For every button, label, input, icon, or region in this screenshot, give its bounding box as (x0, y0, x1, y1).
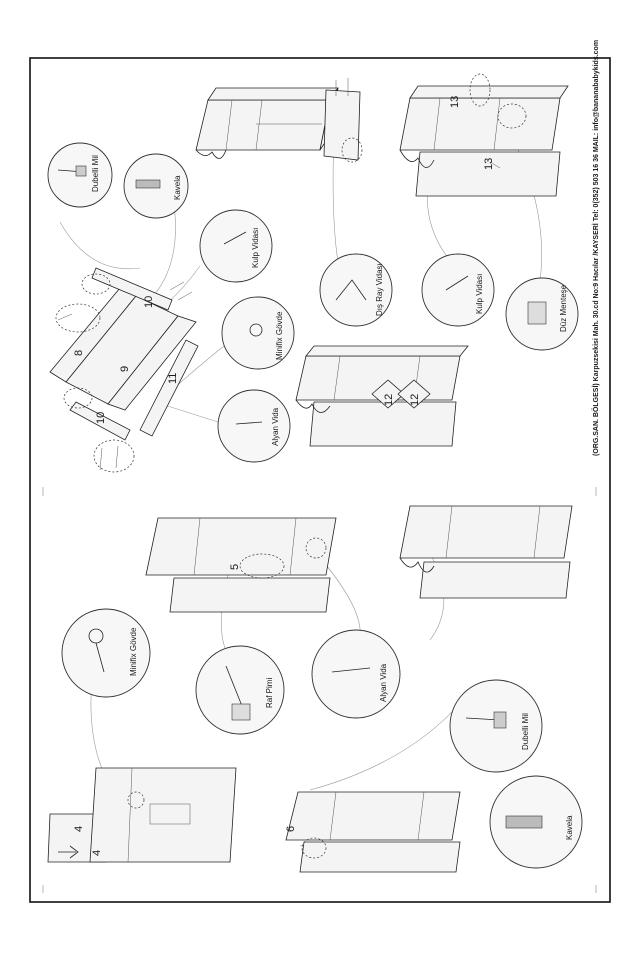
part-13a: 13 (449, 95, 461, 108)
footer-address: (ORG.SAN. BÖLGESİ) Karpuzsekisi Mah. 30.cd No:9 Hacılar /KAYSERİ Tel: 0(352) 503 16 36 MAIL: info@bananababykids.com (593, 39, 600, 456)
part-4b: 4 (91, 849, 103, 856)
part-5: 5 (229, 563, 241, 570)
part-10a: 10 (143, 295, 155, 308)
label-minifix-govde-top: Minifix Gövde (275, 311, 284, 360)
callout-kavela-top (124, 154, 188, 218)
callout-kulp-vidasi-1 (200, 210, 272, 282)
cabinet-door-assembly (400, 74, 568, 196)
callout-minifix-govde-top (222, 297, 294, 369)
cabinet-rail-assembly (196, 78, 362, 162)
part-4a: 4 (73, 825, 85, 832)
callout-alyan-vida-bottom (312, 630, 400, 718)
label-alyan-vida-top: Alyan Vida (271, 407, 280, 446)
part-13b: 13 (483, 157, 495, 170)
part-12a: 12 (383, 393, 395, 406)
callout-dis-ray-vidasi (320, 254, 392, 326)
callout-raf-pimi (196, 646, 284, 734)
part-8: 8 (73, 349, 85, 356)
cabinet-shelf-assembly (146, 518, 336, 612)
label-kavela-top: Kavela (173, 175, 182, 200)
label-duz-mentese: Düz Menteşe (559, 284, 568, 332)
label-minifix-govde-bottom: Minifix Gövde (129, 627, 138, 676)
cabinet-hinge-assembly (400, 506, 572, 598)
part-12b: 12 (409, 393, 421, 406)
callout-dubelli-mil-bottom (450, 680, 542, 772)
cabinet-side-panel-assembly (48, 768, 236, 862)
callout-duz-mentese (506, 278, 578, 350)
callout-kulp-vidasi-2 (422, 254, 494, 326)
label-dubelli-mil-bottom: Dubelli Mil (521, 713, 530, 750)
label-dubelli-mil-top: Dubelli Mil (91, 155, 100, 192)
label-kulp-vidasi-2: Kulp Vidası (475, 273, 484, 314)
label-raf-pimi: Raf Pimi (265, 677, 274, 708)
part-11: 11 (167, 372, 179, 384)
callout-alyan-vida-top (218, 390, 290, 462)
label-alyan-vida-bottom: Alyan Vida (379, 663, 388, 702)
label-kavela-bottom: Kavela (565, 815, 574, 840)
part-9: 9 (119, 365, 131, 372)
part-6: 6 (285, 825, 297, 832)
label-dis-ray-vidasi: Dış Ray Vidası (375, 263, 384, 316)
cabinet-drawer-assembly (296, 346, 468, 446)
label-kulp-vidasi-1: Kulp Vidası (251, 227, 260, 268)
cabinet-base-assembly (286, 792, 460, 872)
callout-dubelli-mil-top (48, 143, 112, 207)
part-10b: 10 (95, 411, 107, 424)
callout-minifix-govde-bottom (62, 609, 150, 697)
callout-kavela-bottom (490, 776, 582, 868)
